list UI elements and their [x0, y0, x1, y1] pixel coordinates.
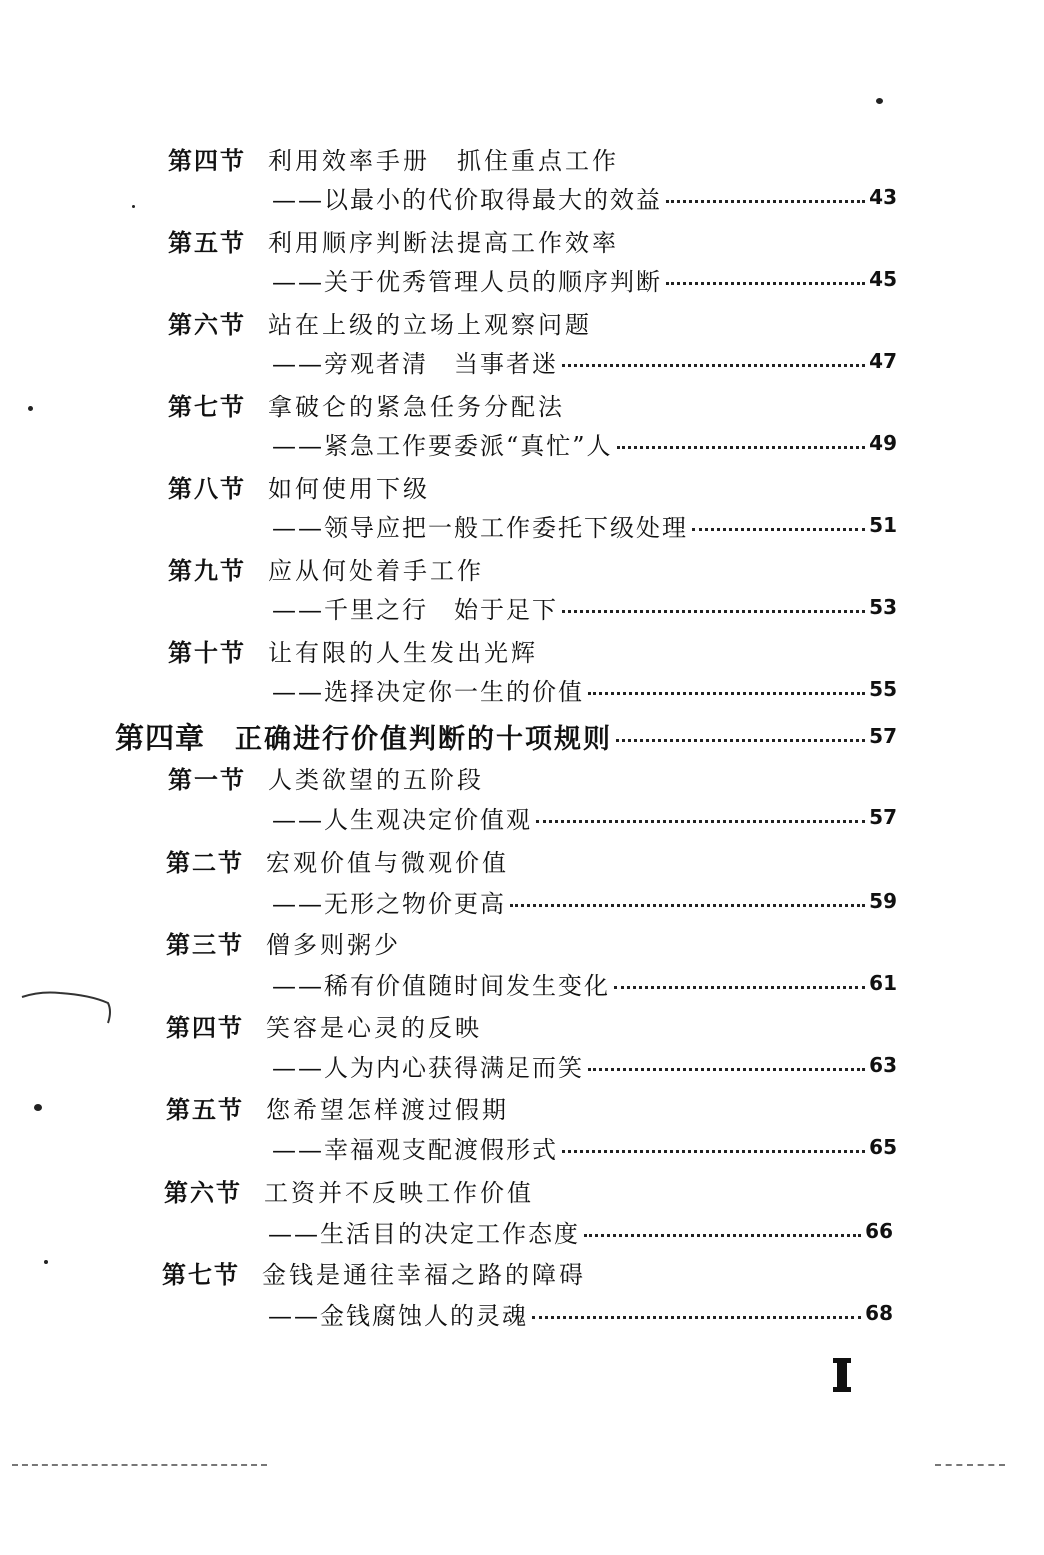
section-title: 人类欲望的五阶段 — [268, 765, 484, 794]
roman-page-number — [833, 1358, 851, 1392]
toc-entry[interactable] — [272, 590, 897, 624]
section-label: 第五节 — [168, 227, 246, 257]
section-label: 第二节 — [166, 847, 244, 877]
dot-leader — [562, 1150, 865, 1153]
toc-section-title-row — [166, 1090, 509, 1124]
section-title: 金钱是通往幸福之路的障碍 — [262, 1260, 586, 1289]
toc-entry[interactable] — [272, 800, 897, 834]
chapter-title: 正确进行价值判断的十项规则 — [235, 723, 613, 755]
section-subtitle: ——稀有价值随时间发生变化 — [272, 971, 610, 1000]
section-subtitle: ——金钱腐蚀人的灵魂 — [268, 1301, 528, 1330]
section-title: 拿破仑的紧急任务分配法 — [268, 392, 565, 421]
dot-leader — [532, 1316, 861, 1319]
section-subtitle: ——无形之物价更高 — [272, 889, 506, 918]
section-label: 第八节 — [168, 473, 246, 503]
section-label: 第四节 — [166, 1012, 244, 1042]
dot-leader — [588, 1068, 865, 1071]
scan-speck — [34, 1104, 42, 1111]
scan-speck — [28, 406, 33, 411]
section-title: 工资并不反映工作价值 — [264, 1178, 534, 1207]
toc-entry[interactable] — [272, 262, 897, 296]
dot-leader — [616, 739, 865, 742]
toc-entry[interactable] — [268, 1296, 893, 1330]
section-title: 您希望怎样渡过假期 — [266, 1095, 509, 1124]
dot-leader — [692, 528, 865, 531]
toc-section-title-row — [166, 925, 401, 959]
dot-leader — [562, 364, 865, 367]
page-number: 45 — [869, 267, 897, 291]
dot-leader — [666, 200, 865, 203]
toc-section-title-row — [168, 469, 430, 503]
section-subtitle: ——人生观决定价值观 — [272, 805, 532, 834]
page-number: 59 — [869, 889, 897, 913]
section-subtitle: ——旁观者清 当事者迷 — [272, 349, 558, 378]
section-title: 应从何处着手工作 — [268, 556, 484, 585]
dot-leader — [510, 904, 865, 907]
section-subtitle: ——紧急工作要委派“真忙”人 — [272, 431, 613, 460]
section-title: 让有限的人生发出光辉 — [268, 638, 538, 667]
page-number: 65 — [869, 1135, 897, 1159]
dot-leader — [584, 1234, 861, 1237]
page-number: 66 — [865, 1219, 893, 1243]
section-title: 站在上级的立场上观察问题 — [268, 310, 592, 339]
page-number: 53 — [869, 595, 897, 619]
section-title: 宏观价值与微观价值 — [266, 848, 509, 877]
dot-leader — [562, 610, 865, 613]
toc-section-title-row — [166, 843, 509, 877]
scan-mark — [20, 985, 115, 1030]
toc-entry[interactable] — [272, 1048, 897, 1082]
scan-speck — [876, 98, 883, 104]
toc-entry[interactable] — [272, 508, 897, 542]
page-number: 68 — [865, 1301, 893, 1325]
section-label: 第五节 — [166, 1094, 244, 1124]
dot-leader — [588, 692, 865, 695]
dot-leader — [536, 820, 865, 823]
section-subtitle: ——以最小的代价取得最大的效益 — [272, 185, 662, 214]
section-title: 利用效率手册 抓住重点工作 — [268, 146, 619, 175]
toc-entry[interactable] — [272, 1130, 897, 1164]
page-number: 55 — [869, 677, 897, 701]
toc-section-title-row — [168, 551, 484, 585]
toc-entry[interactable] — [272, 884, 897, 918]
toc-section-title-row — [168, 760, 484, 794]
toc-section-title-row — [168, 305, 592, 339]
section-label: 第七节 — [168, 391, 246, 421]
section-subtitle: ——选择决定你一生的价值 — [272, 677, 584, 706]
toc-entry[interactable] — [272, 966, 897, 1000]
section-label: 第十节 — [168, 637, 246, 667]
toc-entry[interactable] — [272, 180, 897, 214]
section-title: 如何使用下级 — [268, 474, 430, 503]
dot-leader — [666, 282, 865, 285]
section-label: 第六节 — [168, 309, 246, 339]
scan-edge-line — [12, 1464, 267, 1468]
page-number: 51 — [869, 513, 897, 537]
toc-entry[interactable] — [268, 1214, 893, 1248]
scan-edge-line — [935, 1464, 1005, 1468]
chapter-label: 第四章 — [115, 720, 206, 755]
page-number: 57 — [869, 805, 897, 829]
section-subtitle: ——人为内心获得满足而笑 — [272, 1053, 584, 1082]
page-number: 57 — [869, 724, 897, 748]
toc-chapter-entry[interactable] — [115, 716, 897, 756]
toc-section-title-row — [166, 1008, 482, 1042]
section-label: 第九节 — [168, 555, 246, 585]
section-label: 第三节 — [166, 929, 244, 959]
section-title: 笑容是心灵的反映 — [266, 1013, 482, 1042]
toc-entry[interactable] — [272, 672, 897, 706]
section-subtitle: ——千里之行 始于足下 — [272, 595, 558, 624]
section-label: 第四节 — [168, 145, 246, 175]
scan-speck — [44, 1260, 48, 1264]
toc-section-title-row — [168, 223, 619, 257]
dot-leader — [617, 446, 866, 449]
section-subtitle: ——领导应把一般工作委托下级处理 — [272, 513, 688, 542]
page-number: 47 — [869, 349, 897, 373]
toc-section-title-row — [164, 1173, 534, 1207]
section-label: 第七节 — [162, 1259, 240, 1289]
page-number: 43 — [869, 185, 897, 209]
toc-section-title-row — [168, 141, 619, 175]
toc-section-title-row — [168, 633, 538, 667]
toc-entry[interactable] — [272, 344, 897, 378]
section-title: 僧多则粥少 — [266, 930, 401, 959]
toc-section-title-row — [162, 1255, 586, 1289]
toc-entry[interactable] — [272, 426, 897, 460]
toc-section-title-row — [168, 387, 565, 421]
section-subtitle: ——关于优秀管理人员的顺序判断 — [272, 267, 662, 296]
scan-speck — [132, 205, 135, 208]
page-number: 49 — [869, 431, 897, 455]
section-title: 利用顺序判断法提高工作效率 — [268, 228, 619, 257]
dot-leader — [614, 986, 865, 989]
section-label: 第一节 — [168, 764, 246, 794]
page-number: 63 — [869, 1053, 897, 1077]
section-label: 第六节 — [164, 1177, 242, 1207]
section-subtitle: ——幸福观支配渡假形式 — [272, 1135, 558, 1164]
section-subtitle: ——生活目的决定工作态度 — [268, 1219, 580, 1248]
page-number: 61 — [869, 971, 897, 995]
